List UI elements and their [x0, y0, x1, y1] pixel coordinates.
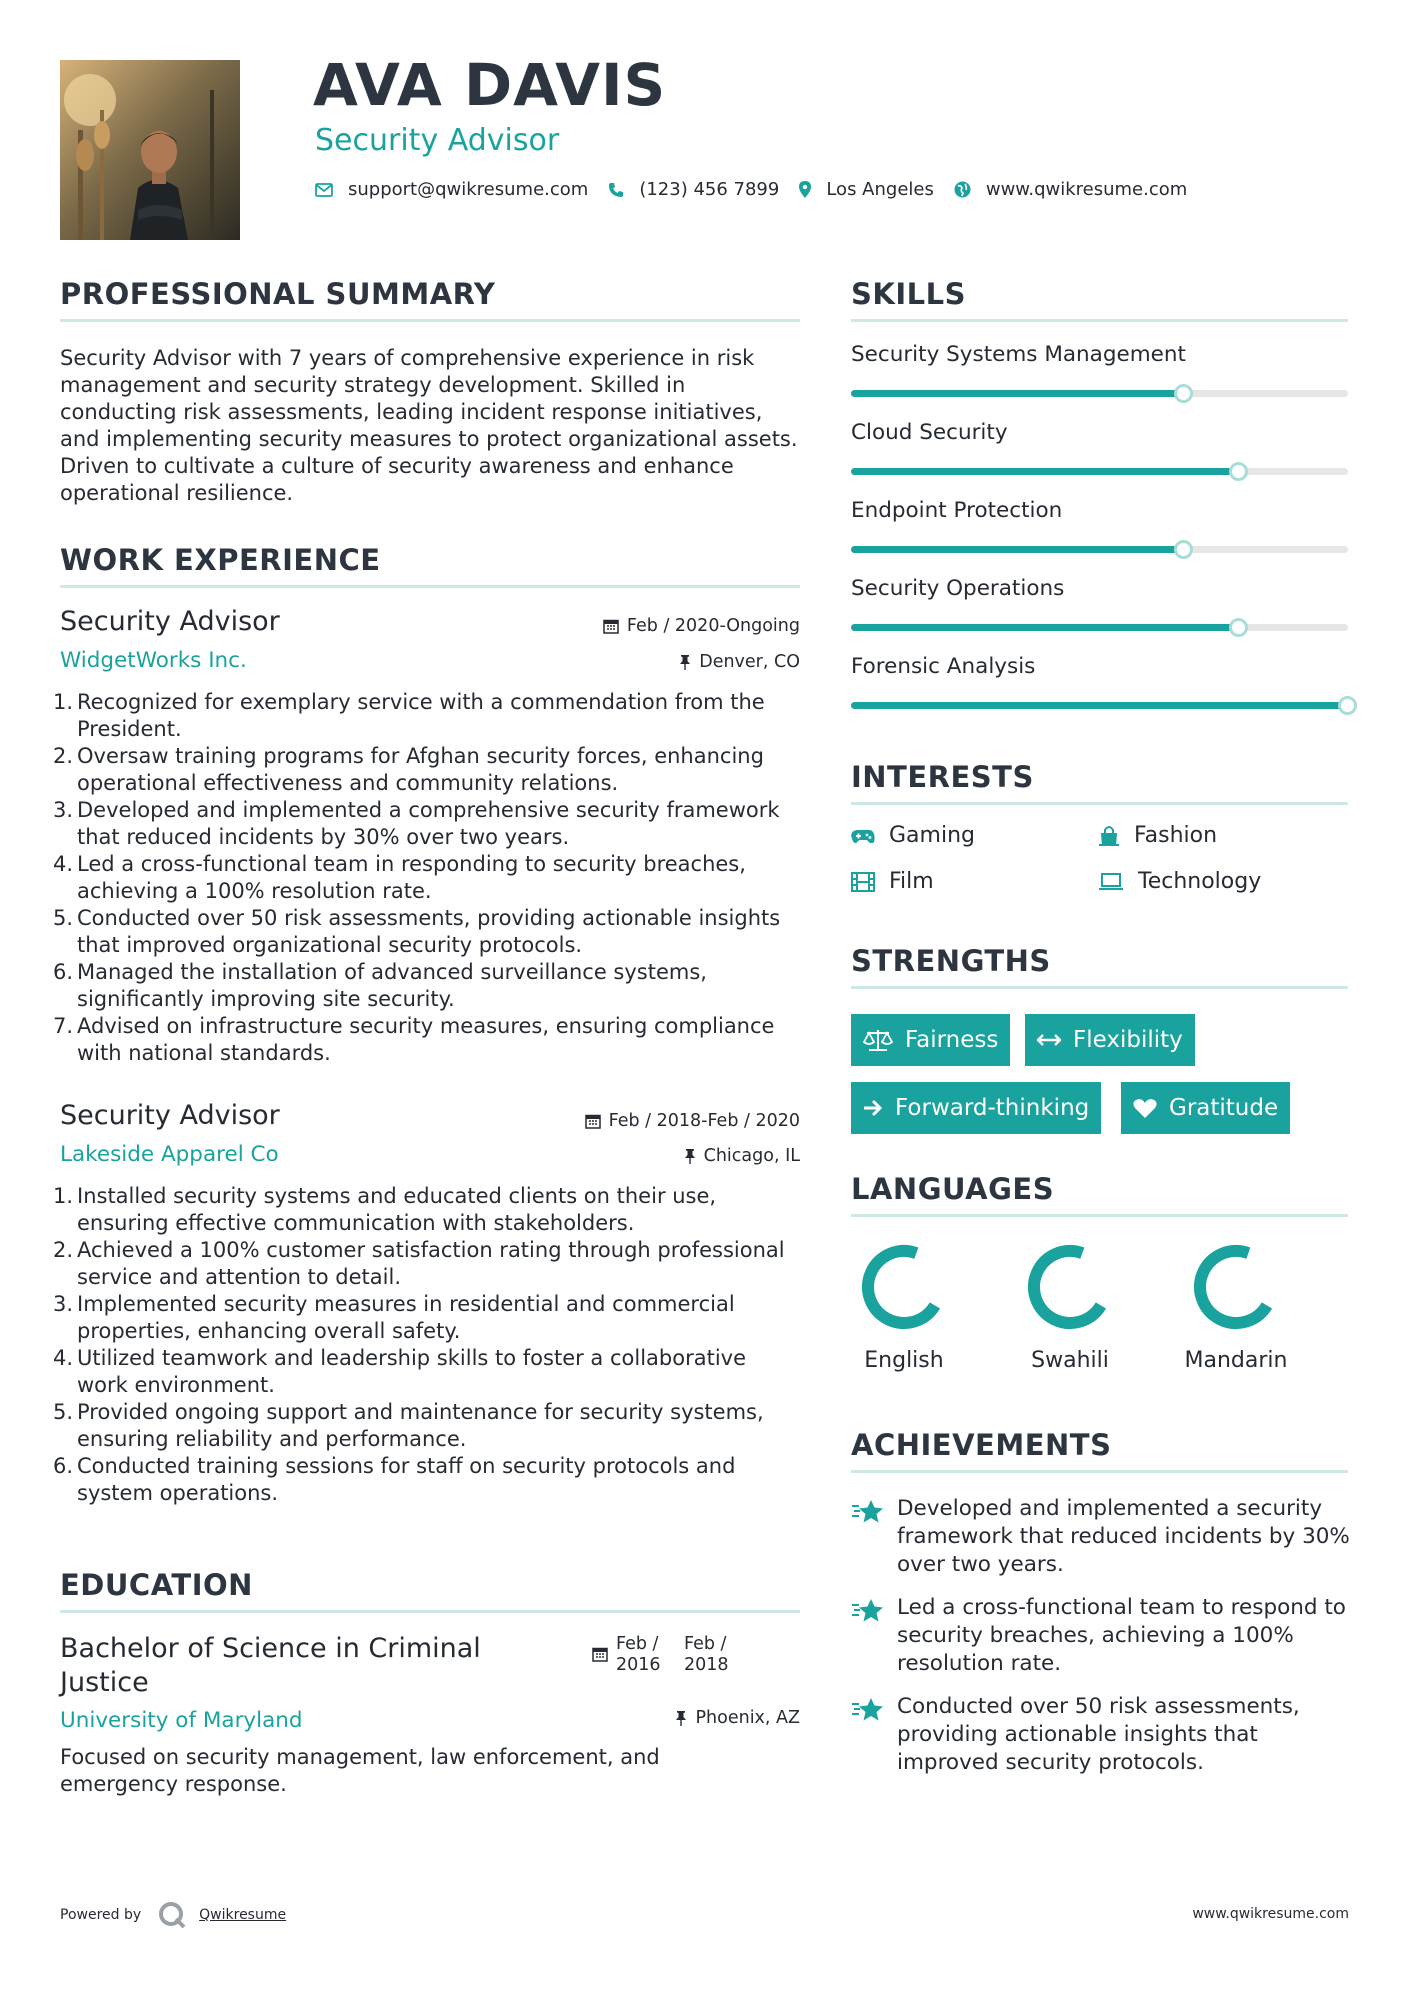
list-item-text: Recognized for exemplary service with a commendation from the President.: [77, 690, 765, 741]
skill-name: Security Systems Management: [851, 342, 1186, 367]
experience-divider: [60, 585, 800, 588]
language-english: [834, 1240, 974, 1373]
candidate-name: AVA DAVIS: [313, 51, 667, 119]
experience-heading: WORK EXPERIENCE: [60, 543, 381, 577]
education-start-year: 2016: [616, 1655, 661, 1675]
job-title: Security Advisor: [60, 1100, 280, 1131]
strength-forward-thinking: [851, 1082, 1101, 1134]
education-location: [500, 1708, 800, 1728]
achievement-item: [851, 1693, 1351, 1777]
language-name: Swahili: [1031, 1348, 1109, 1373]
footer-powered-by: [60, 1900, 286, 1930]
list-item-text: Implemented security measures in residential and commercial properties, enhancing overall safety.: [77, 1292, 735, 1343]
calendar-icon: [585, 1113, 601, 1129]
list-item-text: Conducted training sessions for staff on security protocols and system operations.: [77, 1454, 736, 1505]
language-ring: [857, 1240, 951, 1334]
list-item: 6. Managed the installation of advanced surveillance systems, significantly improving site security.: [53, 960, 707, 1011]
skill-bar: [851, 468, 1348, 475]
interest-technology: [1098, 869, 1261, 894]
summary-heading: PROFESSIONAL SUMMARY: [60, 277, 496, 311]
skill-bar-fill: [851, 546, 1184, 553]
language-ring-arc: [1200, 1251, 1267, 1323]
list-item: 4. Led a cross-functional team in responding to security breaches, achieving a 100% resolution rate.: [53, 852, 746, 903]
pushpin-icon: [679, 654, 691, 670]
language-ring-arc: [868, 1251, 935, 1323]
education-description: Focused on security management, law enforcement, and emergency response.: [60, 1745, 660, 1796]
education-start: [616, 1634, 684, 1676]
gamepad-icon: [851, 828, 875, 844]
education-heading: EDUCATION: [60, 1568, 253, 1602]
list-item: 2. Achieved a 100% customer satisfaction rating through professional service and attention to detail.: [53, 1238, 785, 1289]
job-company: WidgetWorks Inc.: [60, 648, 247, 673]
education-start-month: Feb /: [616, 1634, 659, 1654]
job-dates-text: Feb / 2020-Ongoing: [626, 616, 800, 636]
skill-name: Security Operations: [851, 576, 1065, 601]
skills-divider: [851, 319, 1348, 322]
skill-bar-handle: [1174, 540, 1193, 559]
list-item: 7. Advised on infrastructure security measures, ensuring compliance with national standards.: [53, 1014, 775, 1065]
list-item: 3. Implemented security measures in residential and commercial properties, enhancing overall safety.: [53, 1292, 735, 1343]
list-item-text: Conducted over 50 risk assessments, providing actionable insights that improved organizational security protocols.: [77, 906, 781, 957]
list-item-text: Utilized teamwork and leadership skills to foster a collaborative work environment.: [77, 1346, 747, 1397]
job-location: [500, 1146, 800, 1166]
contact-website[interactable]: [954, 179, 1187, 200]
job-bullets: [53, 689, 803, 1067]
profile-photo: [60, 60, 240, 240]
interest-fashion: [1098, 823, 1217, 848]
contact-location-text: Los Angeles: [826, 179, 934, 200]
job-location: [500, 652, 800, 672]
skill-bar: [851, 702, 1348, 709]
languages-divider: [851, 1214, 1348, 1217]
pushpin-icon: [684, 1148, 696, 1164]
phone-icon: [608, 182, 624, 198]
degree-title: Bachelor of Science in Criminal Justice: [60, 1633, 481, 1698]
shopping-bag-icon: [1098, 825, 1120, 847]
interests-heading: INTERESTS: [851, 760, 1034, 794]
film-icon: [851, 872, 875, 892]
education-dates: [592, 1634, 744, 1676]
strength-label: Fairness: [905, 1027, 999, 1053]
skill-bar: [851, 546, 1348, 553]
list-item: 2. Oversaw training programs for Afghan security forces, enhancing operational effectiveness and community relations.: [53, 744, 764, 795]
map-pin-icon: [799, 181, 811, 198]
list-item-text: Achieved a 100% customer satisfaction rating through professional service and attention to detail.: [77, 1238, 785, 1289]
star-badge-icon: [851, 1697, 885, 1723]
skill-bar-fill: [851, 390, 1184, 397]
list-item-text: Advised on infrastructure security measures, ensuring compliance with national standards.: [77, 1014, 775, 1065]
star-badge-icon: [851, 1499, 885, 1525]
list-item: 5. Conducted over 50 risk assessments, providing actionable insights that improved organizational security protocols.: [53, 906, 781, 957]
contact-bar: [315, 179, 1207, 200]
skill-bar: [851, 624, 1348, 631]
summary-text: Security Advisor with 7 years of comprehensive experience in risk management and security strategy development. Skilled in conducting risk assessments, leading incident response initiatives, and implementing security measures to protect organizational assets. Driven to cultivate a culture of security awareness and enhance operational resilience.: [60, 346, 798, 505]
interest-label: Fashion: [1134, 823, 1218, 848]
language-ring-arc: [1034, 1251, 1101, 1323]
skill-bar: [851, 390, 1348, 397]
list-item: 6. Conducted training sessions for staff on security protocols and system operations.: [53, 1454, 736, 1505]
calendar-icon: [592, 1646, 608, 1662]
list-item-text: Developed and implemented a comprehensive security framework that reduced incidents by 30% over two years.: [77, 798, 780, 849]
education-location-text: Phoenix, AZ: [695, 1708, 800, 1728]
job-location-text: Denver, CO: [699, 652, 800, 672]
list-item: 3. Developed and implemented a comprehensive security framework that reduced incidents by 30% over two years.: [53, 798, 780, 849]
job-company: Lakeside Apparel Co: [60, 1142, 279, 1167]
contact-email[interactable]: [315, 179, 588, 200]
summary-divider: [60, 319, 800, 322]
balance-scale-icon: [863, 1029, 893, 1051]
strength-label: Gratitude: [1169, 1095, 1279, 1121]
skill-bar-handle: [1229, 462, 1248, 481]
languages-heading: LANGUAGES: [851, 1172, 1055, 1206]
strength-flexibility: [1025, 1014, 1195, 1066]
language-swahili: [1000, 1240, 1140, 1373]
qwikresume-link[interactable]: Qwikresume: [199, 1907, 287, 1923]
achievement-item: [851, 1495, 1351, 1579]
star-badge-icon: [851, 1598, 885, 1624]
strengths-divider: [851, 986, 1348, 989]
arrow-right-icon: [863, 1099, 883, 1117]
list-item-text: Oversaw training programs for Afghan security forces, enhancing operational effectiveness and community relations.: [77, 744, 764, 795]
pushpin-icon: [675, 1710, 687, 1726]
skill-name: Forensic Analysis: [851, 654, 1036, 679]
calendar-icon: [603, 618, 619, 634]
globe-icon: [954, 181, 971, 198]
skill-name: Cloud Security: [851, 420, 1008, 445]
achievement-text: Conducted over 50 risk assessments, providing actionable insights that improved security protocols.: [897, 1694, 1300, 1775]
language-name: Mandarin: [1184, 1348, 1288, 1373]
envelope-icon: [315, 183, 333, 197]
education-divider: [60, 1610, 800, 1613]
achievements-divider: [851, 1470, 1348, 1473]
job-dates: [500, 616, 800, 636]
job-location-text: Chicago, IL: [703, 1146, 800, 1166]
skill-bar-fill: [851, 468, 1239, 475]
achievement-item: [851, 1594, 1351, 1678]
contact-website-text: www.qwikresume.com: [985, 179, 1188, 200]
footer-website[interactable]: www.qwikresume.com: [1192, 1906, 1349, 1922]
job-bullets: [53, 1183, 803, 1507]
list-item-text: Provided ongoing support and maintenance for security systems, ensuring reliability and performance.: [77, 1400, 764, 1451]
strength-label: Flexibility: [1073, 1027, 1183, 1053]
arrows-horizontal-icon: [1037, 1033, 1061, 1047]
skill-bar-handle: [1338, 696, 1357, 715]
job-title: Security Advisor: [60, 606, 280, 637]
language-mandarin: [1166, 1240, 1306, 1373]
education-end-month: Feb /: [684, 1634, 727, 1654]
skill-bar-handle: [1174, 384, 1193, 403]
contact-location: [799, 179, 934, 200]
skill-bar-fill: [851, 624, 1239, 631]
candidate-role: Security Advisor: [315, 123, 560, 158]
language-ring: [1023, 1240, 1117, 1334]
laptop-icon: [1098, 873, 1124, 891]
skill-bar-fill: [851, 702, 1348, 709]
list-item: 4. Utilized teamwork and leadership skills to foster a collaborative work environment.: [53, 1346, 747, 1397]
contact-phone[interactable]: [608, 179, 779, 200]
list-item: 1. Recognized for exemplary service with a commendation from the President.: [53, 690, 765, 741]
interests-divider: [851, 802, 1348, 805]
skill-name: Endpoint Protection: [851, 498, 1063, 523]
interest-film: [851, 869, 934, 894]
education-end: [684, 1634, 744, 1676]
interest-label: Film: [889, 869, 934, 894]
job-dates: [500, 1111, 800, 1131]
strength-label: Forward-thinking: [895, 1095, 1090, 1121]
interest-gaming: [851, 823, 975, 848]
contact-email-text: support@qwikresume.com: [348, 179, 589, 200]
interest-label: Technology: [1138, 869, 1262, 894]
list-item: 1. Installed security systems and educated clients on their use, ensuring effective communication with stakeholders.: [53, 1184, 717, 1235]
skill-bar-handle: [1229, 618, 1248, 637]
qwikresume-logo-icon: [157, 1900, 187, 1930]
interest-label: Gaming: [889, 823, 975, 848]
job-dates-text: Feb / 2018-Feb / 2020: [608, 1111, 800, 1131]
achievement-text: Developed and implemented a security framework that reduced incidents by 30% over two years.: [897, 1496, 1350, 1577]
achievements-heading: ACHIEVEMENTS: [851, 1428, 1112, 1462]
list-item-text: Led a cross-functional team in responding to security breaches, achieving a 100% resolution rate.: [77, 852, 746, 903]
powered-by-label: Powered by: [60, 1907, 142, 1923]
language-ring: [1189, 1240, 1283, 1334]
heart-icon: [1133, 1098, 1157, 1119]
strength-fairness: [851, 1014, 1010, 1066]
skills-heading: SKILLS: [851, 277, 966, 311]
school-name: University of Maryland: [60, 1708, 303, 1733]
contact-phone-text: (123) 456 7899: [639, 179, 780, 200]
language-name: English: [864, 1348, 944, 1373]
education-end-year: 2018: [684, 1655, 729, 1675]
strength-gratitude: [1121, 1082, 1290, 1134]
list-item-text: Managed the installation of advanced surveillance systems, significantly improving site security.: [77, 960, 707, 1011]
strengths-heading: STRENGTHS: [851, 944, 1051, 978]
list-item-text: Installed security systems and educated clients on their use, ensuring effective communication with stakeholders.: [77, 1184, 717, 1235]
list-item: 5. Provided ongoing support and maintenance for security systems, ensuring reliability and performance.: [53, 1400, 764, 1451]
achievement-text: Led a cross-functional team to respond to security breaches, achieving a 100% resolution rate.: [897, 1595, 1346, 1676]
